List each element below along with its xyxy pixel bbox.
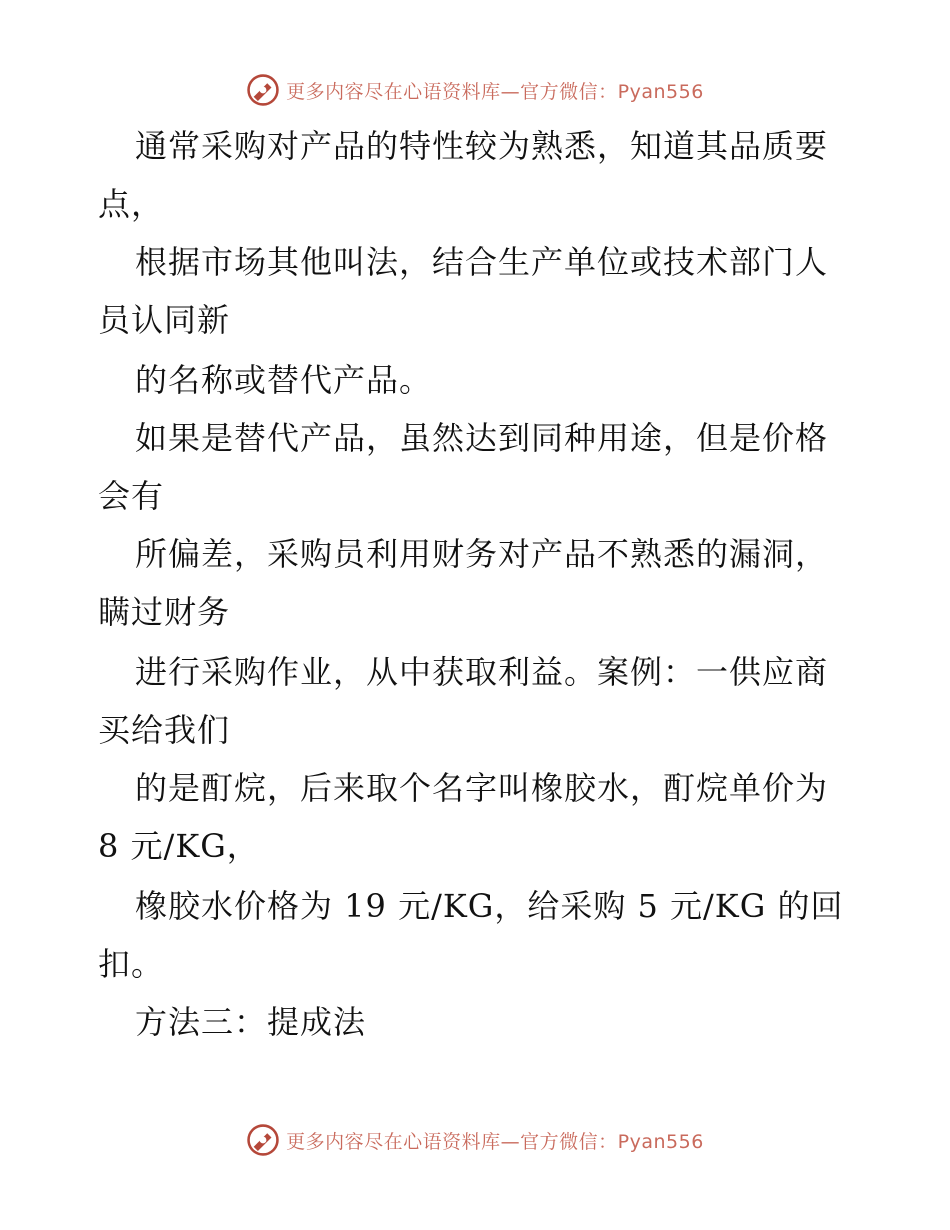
paragraph-line: 的是酊烷，后来取个名字叫橡胶水，酊烷单价为: [135, 769, 829, 807]
paragraph-line: 8 元/KG，: [98, 827, 260, 865]
section-heading: 方法三：提成法: [135, 1003, 367, 1041]
footer-text: 更多内容尽在心语资料库—官方微信：Pyan556: [286, 1130, 704, 1153]
paragraph-line: 进行采购作业，从中获取利益。案例：一供应商: [135, 653, 829, 691]
paragraph-line: 瞒过财务: [98, 593, 231, 631]
pen-logo-icon: [246, 73, 280, 107]
footer-watermark: [0, 1120, 950, 1160]
paragraph-line: 橡胶水价格为 19 元/KG，给采购 5 元/KG 的回: [135, 887, 844, 925]
paragraph-line: 买给我们: [98, 711, 231, 749]
paragraph-line: 员认同新: [98, 301, 231, 339]
header-watermark: [0, 70, 950, 110]
paragraph-line: 点，: [98, 185, 165, 223]
paragraph-line: 的名称或替代产品。: [135, 361, 433, 399]
paragraph-line: 所偏差，采购员利用财务对产品不熟悉的漏洞，: [135, 535, 829, 573]
paragraph-line: 扣。: [98, 945, 165, 983]
header-text: 更多内容尽在心语资料库—官方微信：Pyan556: [286, 80, 704, 103]
paragraph-line: 通常采购对产品的特性较为熟悉，知道其品质要: [135, 127, 829, 165]
pen-logo-icon: [246, 1123, 280, 1157]
paragraph-line: 根据市场其他叫法，结合生产单位或技术部门人: [135, 243, 829, 281]
paragraph-line: 会有: [98, 477, 165, 515]
paragraph-line: 如果是替代产品，虽然达到同种用途，但是价格: [135, 419, 829, 457]
